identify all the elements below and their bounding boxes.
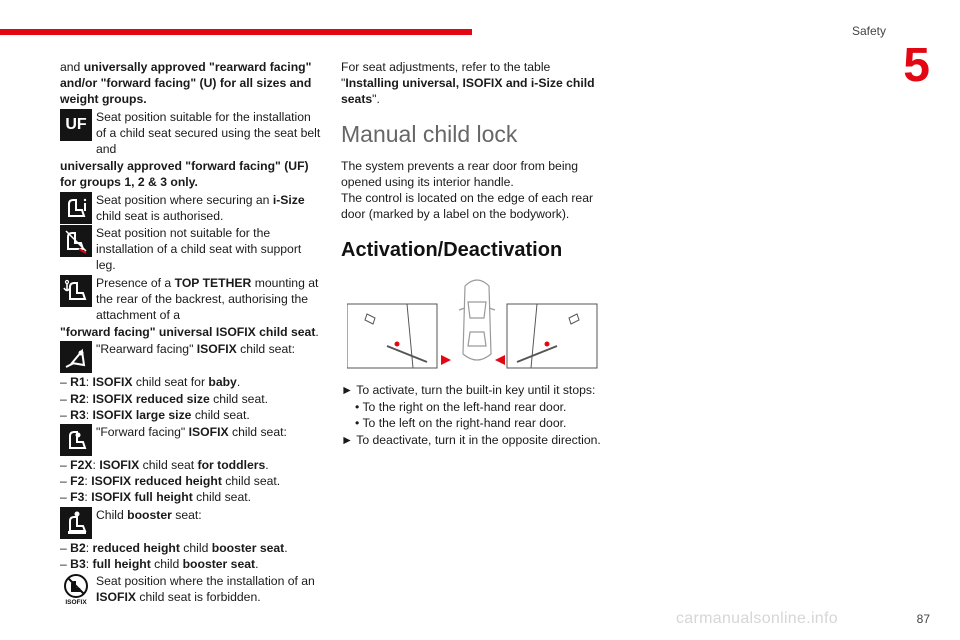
adjust-paragraph: For seat adjustments, refer to the table "Installing universal, ISOFIX and i-Size child seats". bbox=[341, 60, 595, 107]
manual-child-lock-heading: Manual child lock bbox=[341, 120, 518, 147]
tether-text: Presence of a TOP TETHER mounting at the rear of the backrest, authorising the attachment of a bbox=[96, 275, 319, 323]
leg-row bbox=[60, 225, 322, 274]
r3-item: – R3: ISOFIX large size child seat. bbox=[60, 407, 250, 422]
watermark: carmanualsonline.info bbox=[676, 610, 838, 627]
forward-text: "Forward facing" ISOFIX child seat: bbox=[96, 425, 287, 440]
isofix-forbidden-text: Seat position where the installation of an ISOFIX child seat is forbidden. bbox=[96, 574, 315, 605]
right-column bbox=[341, 59, 611, 448]
uf-row bbox=[60, 109, 322, 158]
lock-paragraph-2: The control is located on the edge of each rear door (marked by a label on the bodywork). bbox=[341, 191, 594, 222]
chapter-number: 5 bbox=[903, 39, 930, 92]
section-title: Safety bbox=[851, 24, 886, 38]
substep-right-door: • To the left on the right-hand rear door. bbox=[355, 415, 567, 430]
uf-continued: universally approved "forward facing" (UF) for groups 1, 2 & 3 only. bbox=[60, 159, 309, 190]
page-number: 87 bbox=[916, 612, 930, 626]
child-lock-illustration bbox=[347, 274, 607, 374]
b3-item: – B3: full height child booster seat. bbox=[60, 556, 259, 571]
forward-row bbox=[60, 424, 322, 456]
top-tether-icon bbox=[60, 275, 92, 307]
r2-item: – R2: ISOFIX reduced size child seat. bbox=[60, 391, 268, 406]
booster-seat-icon bbox=[60, 507, 92, 539]
substep-left-door: • To the right on the left-hand rear door. bbox=[355, 399, 567, 414]
lock-paragraph-1: The system prevents a rear door from being opened using its interior handle. bbox=[341, 158, 579, 189]
isize-seat-icon bbox=[60, 192, 92, 224]
uf-badge-icon: UF bbox=[60, 109, 92, 141]
isofix-forbidden-icon bbox=[60, 573, 92, 605]
rearward-text: "Rearward facing" ISOFIX child seat: bbox=[96, 342, 296, 357]
f2x-item: – F2X: ISOFIX child seat for toddlers. bbox=[60, 458, 269, 473]
forward-seat-icon bbox=[60, 424, 92, 456]
isize-text: Seat position where securing an i-Size child seat is authorised. bbox=[96, 192, 305, 223]
right-door-detail bbox=[507, 304, 597, 368]
left-column bbox=[60, 59, 322, 606]
f3-item: – F3: ISOFIX full height child seat. bbox=[60, 490, 252, 505]
left-door-arrow-icon bbox=[441, 355, 451, 365]
b2-item: – B2: reduced height child booster seat. bbox=[60, 540, 288, 555]
isofix-forbidden-row bbox=[60, 573, 322, 605]
support-leg-forbidden-icon bbox=[60, 225, 92, 257]
r1-item: – R1: ISOFIX child seat for baby. bbox=[60, 375, 241, 390]
f2-item: – F2: ISOFIX reduced height child seat. bbox=[60, 474, 281, 489]
step-deactivate: ► To deactivate, turn it in the opposite direction. bbox=[341, 433, 601, 448]
tether-continued: "forward facing" universal ISOFIX child seat. bbox=[60, 325, 319, 340]
booster-row bbox=[60, 507, 322, 539]
rearward-seat-icon bbox=[60, 341, 92, 373]
arrow-bullet-icon: ► bbox=[341, 433, 357, 448]
isize-row bbox=[60, 192, 322, 224]
header-accent-bar bbox=[0, 29, 472, 35]
intro-paragraph: and universally approved "rearward facing" and/or "forward facing" (U) for all sizes and weight groups. bbox=[60, 60, 312, 107]
arrow-bullet-icon: ► bbox=[341, 383, 357, 398]
car-top-view bbox=[459, 280, 495, 360]
step-activate: ► To activate, turn the built-in key until it stops: bbox=[341, 383, 596, 398]
svg-text:ISOFIX: ISOFIX bbox=[65, 599, 87, 606]
booster-text: Child booster seat: bbox=[96, 507, 202, 522]
uf-text: Seat position suitable for the installation of a child seat secured using the seat belt and bbox=[96, 109, 321, 157]
leg-text: Seat position not suitable for the installation of a child seat with support leg. bbox=[96, 226, 302, 273]
left-door-detail bbox=[347, 304, 437, 368]
rearward-row bbox=[60, 341, 322, 373]
tether-row bbox=[60, 275, 322, 324]
right-door-arrow-icon bbox=[495, 355, 505, 365]
activation-heading: Activation/Deactivation bbox=[341, 239, 563, 262]
